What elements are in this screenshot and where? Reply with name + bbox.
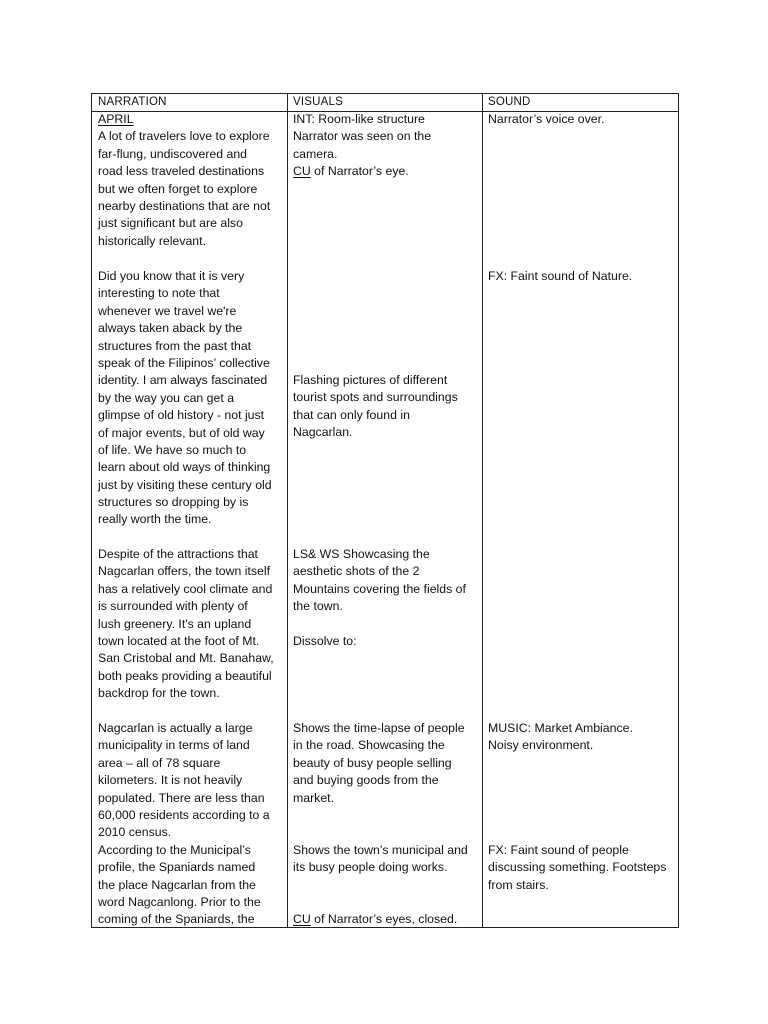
narration-line: structures so dropping by is — [98, 495, 249, 510]
visuals-line: and buying goods from the — [293, 773, 439, 788]
sound-block-3 — [488, 720, 672, 755]
visuals-line: tourist spots and surroundings — [293, 390, 458, 405]
narration-line: the place Nagcarlan from the — [98, 877, 256, 892]
narration-line: 2010 census. — [98, 825, 172, 840]
visuals-line: Shows the town’s municipal and — [293, 843, 468, 857]
narration-line: nearby destinations that are not — [98, 198, 271, 213]
narration-line: of life. We have so much to — [98, 442, 247, 457]
visuals-block-4 — [293, 720, 477, 807]
narration-line: backdrop for the town. — [98, 686, 220, 701]
visuals-line: INT: Room-like structure — [293, 112, 425, 126]
cu-abbreviation: CU — [293, 912, 311, 926]
visuals-block-1 — [293, 111, 477, 181]
narration-line: town located at the foot of Mt. — [98, 633, 260, 648]
narration-line: Nagcarlan is actually a large — [98, 721, 253, 735]
narration-line: of major events, but of old way — [98, 425, 265, 440]
narration-line: speak of the Filipinos’ collective — [98, 355, 270, 370]
narration-line: coming of the Spaniards, the — [98, 912, 255, 927]
visuals-line: market. — [293, 790, 334, 805]
narration-line: populated. There are less than — [98, 790, 265, 805]
header-narration: NARRATION — [98, 96, 167, 108]
header-sound: SOUND — [488, 96, 531, 108]
column-divider — [287, 94, 288, 927]
narration-line: Nagcarlan offers, the town itself — [98, 564, 271, 579]
narration-line: by the way you can get a — [98, 390, 235, 405]
sound-line: discussing something. Footsteps — [488, 860, 667, 875]
visuals-block-3 — [293, 546, 477, 650]
narration-line: just significant but are also — [98, 216, 243, 231]
sound-line: MUSIC: Market Ambiance. — [488, 721, 633, 735]
narration-line: interesting to note that — [98, 286, 220, 301]
narration-line: learn about old ways of thinking — [98, 460, 271, 475]
narration-line: just by visiting these century old — [98, 477, 272, 492]
narration-line: municipality in terms of land — [98, 738, 250, 753]
narration-line: road less traveled destinations — [98, 164, 265, 179]
sound-line: Noisy environment. — [488, 738, 594, 753]
sound-block-1 — [488, 111, 672, 128]
visuals-line: its busy people doing works. — [293, 860, 448, 875]
visuals-line: Shows the time-lapse of people — [293, 721, 465, 735]
header-visuals: VISUALS — [293, 96, 343, 108]
dissolve-to: Dissolve to: — [293, 633, 357, 648]
narration-line: identity. I am always fascinated — [98, 373, 268, 388]
visuals-line: Narrator was seen on the — [293, 129, 432, 144]
visuals-line: aesthetic shots of the 2 — [293, 564, 420, 579]
visuals-line: camera. — [293, 146, 338, 161]
narration-line: San Cristobal and Mt. Banahaw, — [98, 651, 274, 666]
visuals-line: the town. — [293, 599, 343, 614]
visuals-line: of Narrator’s eyes, closed. — [310, 912, 458, 926]
narration-line: has a relatively cool climate and — [98, 581, 273, 596]
narration-line: word Nagcanlong. Prior to the — [98, 894, 261, 909]
sound-line: Narrator’s voice over. — [488, 112, 605, 126]
sound-line: FX: Faint sound of people — [488, 843, 629, 857]
narration-line: whenever we travel we're — [98, 303, 237, 318]
narration-line: but we often forget to explore — [98, 181, 258, 196]
narration-line: According to the Municipal’s — [98, 842, 251, 857]
sound-block-4 — [488, 842, 672, 894]
column-divider — [482, 94, 483, 927]
narration-line: structures from the past that — [98, 338, 252, 353]
narration-line: Did you know that it is very — [98, 269, 245, 283]
narration-line: historically relevant. — [98, 233, 206, 248]
visuals-line: in the road. Showcasing the — [293, 738, 445, 753]
narration-block-2 — [98, 268, 282, 529]
sound-line: from stairs. — [488, 877, 549, 892]
narration-line: always taken aback by the — [98, 321, 243, 336]
narration-line: Despite of the attractions that — [98, 547, 258, 561]
script-table — [91, 93, 679, 928]
visuals-line: of Narrator’s eye. — [310, 164, 409, 179]
cu-abbreviation: CU — [293, 164, 311, 179]
visuals-block-6 — [293, 911, 477, 928]
narration-line: kilometers. It is not heavily — [98, 773, 243, 788]
visuals-line: Mountains covering the fields of — [293, 581, 466, 596]
sound-block-2 — [488, 268, 672, 285]
visuals-line: Nagcarlan. — [293, 425, 353, 440]
narration-block-3 — [98, 546, 282, 703]
narration-block-1 — [98, 111, 282, 250]
narration-line: lush greenery. It's an upland — [98, 616, 252, 631]
visuals-line: that can only found in — [293, 407, 410, 422]
narration-line: glimpse of old history - not just — [98, 408, 265, 423]
visuals-block-5 — [293, 842, 477, 877]
month-heading: APRIL — [98, 112, 134, 126]
narration-line: area – all of 78 square — [98, 755, 221, 770]
visuals-line: Flashing pictures of different — [293, 373, 448, 387]
narration-line: profile, the Spaniards named — [98, 860, 256, 875]
narration-line: really worth the time. — [98, 512, 212, 527]
narration-line: A lot of travelers love to explore — [98, 129, 270, 144]
sound-line: FX: Faint sound of Nature. — [488, 269, 633, 283]
narration-line: 60,000 residents according to a — [98, 807, 270, 822]
visuals-line: beauty of busy people selling — [293, 755, 452, 770]
narration-block-4 — [98, 720, 282, 929]
visuals-line: LS& WS Showcasing the — [293, 547, 430, 561]
visuals-block-2 — [293, 372, 477, 442]
narration-line: is surrounded with plenty of — [98, 599, 248, 614]
narration-line: both peaks providing a beautiful — [98, 668, 272, 683]
narration-line: far-flung, undiscovered and — [98, 146, 248, 161]
